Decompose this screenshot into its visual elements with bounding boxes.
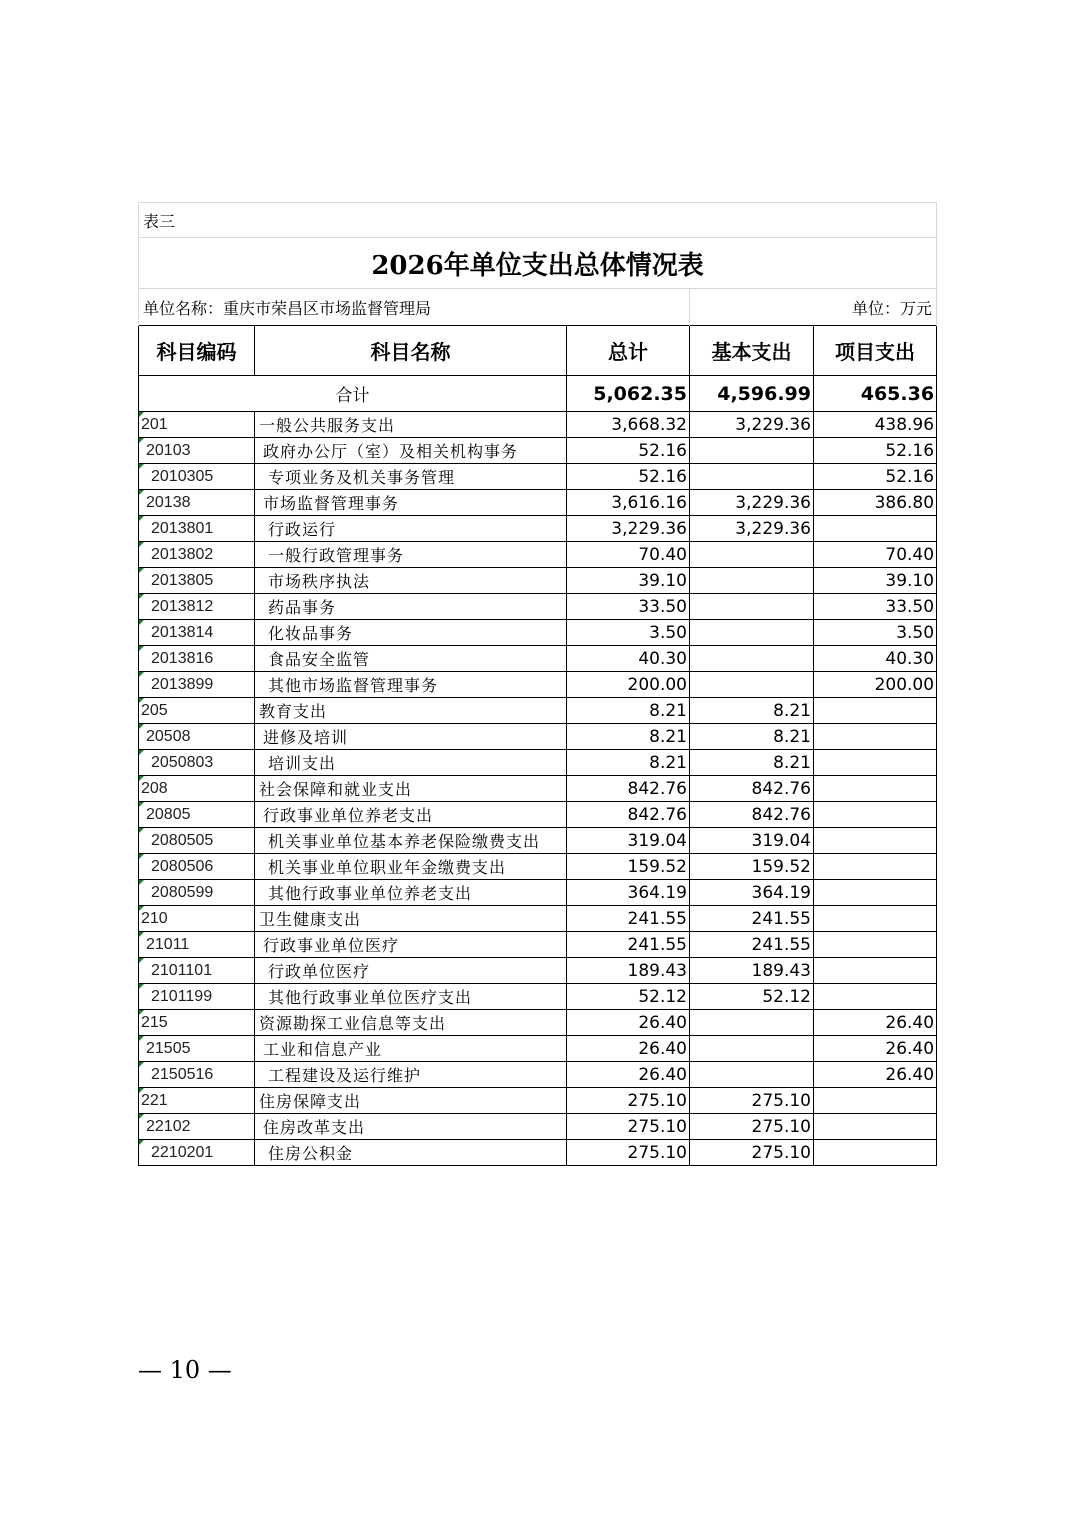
row-total: 70.40 — [567, 542, 690, 568]
row-project: 26.40 — [814, 1010, 937, 1036]
table-row — [139, 516, 937, 542]
table-row — [139, 750, 937, 776]
row-basic — [690, 464, 814, 490]
total-basic: 4,596.99 — [690, 376, 814, 412]
row-code: 22102 — [139, 1114, 255, 1140]
table-row — [139, 620, 937, 646]
table-row — [139, 724, 937, 750]
row-total: 52.12 — [567, 984, 690, 1010]
row-basic — [690, 542, 814, 568]
table-row — [139, 906, 937, 932]
row-name: 政府办公厅（室）及相关机构事务 — [255, 438, 567, 464]
row-basic: 842.76 — [690, 802, 814, 828]
header-project: 项目支出 — [814, 326, 937, 376]
row-code: 210 — [139, 906, 255, 932]
row-basic — [690, 1036, 814, 1062]
row-name: 教育支出 — [255, 698, 567, 724]
row-code: 2210201 — [139, 1140, 255, 1166]
row-code: 215 — [139, 1010, 255, 1036]
row-basic: 8.21 — [690, 698, 814, 724]
row-basic: 275.10 — [690, 1140, 814, 1166]
row-basic: 842.76 — [690, 776, 814, 802]
page-number: — 10 — — [138, 1356, 232, 1384]
row-project: 70.40 — [814, 542, 937, 568]
table-row — [139, 828, 937, 854]
row-name: 进修及培训 — [255, 724, 567, 750]
table-row — [139, 490, 937, 516]
row-project — [814, 880, 937, 906]
row-project: 52.16 — [814, 438, 937, 464]
row-basic: 8.21 — [690, 724, 814, 750]
row-project — [814, 516, 937, 542]
row-total: 200.00 — [567, 672, 690, 698]
row-basic — [690, 1062, 814, 1088]
table-row — [139, 568, 937, 594]
total-project: 465.36 — [814, 376, 937, 412]
table-label: 表三 — [139, 203, 937, 238]
row-project — [814, 698, 937, 724]
title-row — [139, 238, 937, 289]
row-basic: 241.55 — [690, 932, 814, 958]
row-name: 培训支出 — [255, 750, 567, 776]
table-row — [139, 880, 937, 906]
row-total: 842.76 — [567, 802, 690, 828]
row-code: 20138 — [139, 490, 255, 516]
table-row — [139, 646, 937, 672]
row-name: 资源勘探工业信息等支出 — [255, 1010, 567, 1036]
row-name: 卫生健康支出 — [255, 906, 567, 932]
row-name: 住房改革支出 — [255, 1114, 567, 1140]
table-row — [139, 984, 937, 1010]
row-code: 2101101 — [139, 958, 255, 984]
table-row — [139, 958, 937, 984]
header-name: 科目名称 — [255, 326, 567, 376]
expenditure-table — [138, 202, 937, 1166]
table-row — [139, 1036, 937, 1062]
row-total: 8.21 — [567, 698, 690, 724]
row-project: 3.50 — [814, 620, 937, 646]
row-total: 319.04 — [567, 828, 690, 854]
row-name: 机关事业单位职业年金缴费支出 — [255, 854, 567, 880]
row-basic — [690, 594, 814, 620]
table-row — [139, 412, 937, 438]
row-total: 40.30 — [567, 646, 690, 672]
row-basic: 52.12 — [690, 984, 814, 1010]
row-code: 2013816 — [139, 646, 255, 672]
row-name: 食品安全监管 — [255, 646, 567, 672]
row-basic: 241.55 — [690, 906, 814, 932]
row-basic: 319.04 — [690, 828, 814, 854]
row-name: 药品事务 — [255, 594, 567, 620]
header-total: 总计 — [567, 326, 690, 376]
row-total: 842.76 — [567, 776, 690, 802]
table-row — [139, 1062, 937, 1088]
row-total: 8.21 — [567, 750, 690, 776]
row-basic: 8.21 — [690, 750, 814, 776]
table-row — [139, 932, 937, 958]
row-total: 275.10 — [567, 1114, 690, 1140]
row-project: 386.80 — [814, 490, 937, 516]
table-row — [139, 698, 937, 724]
row-code: 2013899 — [139, 672, 255, 698]
total-sum: 5,062.35 — [567, 376, 690, 412]
row-total: 26.40 — [567, 1062, 690, 1088]
row-code: 2013812 — [139, 594, 255, 620]
unit-row — [139, 289, 937, 326]
row-project — [814, 1114, 937, 1140]
row-code: 2080506 — [139, 854, 255, 880]
row-name: 机关事业单位基本养老保险缴费支出 — [255, 828, 567, 854]
row-project — [814, 1140, 937, 1166]
row-code: 2013805 — [139, 568, 255, 594]
row-project: 52.16 — [814, 464, 937, 490]
row-name: 专项业务及机关事务管理 — [255, 464, 567, 490]
row-project — [814, 802, 937, 828]
row-name: 住房公积金 — [255, 1140, 567, 1166]
row-project: 40.30 — [814, 646, 937, 672]
row-project: 33.50 — [814, 594, 937, 620]
row-name: 一般公共服务支出 — [255, 412, 567, 438]
row-basic: 159.52 — [690, 854, 814, 880]
row-total: 52.16 — [567, 438, 690, 464]
row-project — [814, 958, 937, 984]
row-total: 3,616.16 — [567, 490, 690, 516]
row-code: 21011 — [139, 932, 255, 958]
table-row — [139, 776, 937, 802]
table-row — [139, 854, 937, 880]
row-total: 241.55 — [567, 906, 690, 932]
table-row — [139, 594, 937, 620]
row-name: 其他行政事业单位养老支出 — [255, 880, 567, 906]
row-name: 社会保障和就业支出 — [255, 776, 567, 802]
row-total: 189.43 — [567, 958, 690, 984]
row-basic: 275.10 — [690, 1114, 814, 1140]
row-code: 2010305 — [139, 464, 255, 490]
row-project — [814, 1088, 937, 1114]
row-project — [814, 932, 937, 958]
row-name: 市场监督管理事务 — [255, 490, 567, 516]
row-total: 3.50 — [567, 620, 690, 646]
row-total: 159.52 — [567, 854, 690, 880]
table-row — [139, 438, 937, 464]
row-code: 2013802 — [139, 542, 255, 568]
row-total: 8.21 — [567, 724, 690, 750]
table-row — [139, 542, 937, 568]
row-project: 438.96 — [814, 412, 937, 438]
row-code: 2150516 — [139, 1062, 255, 1088]
row-project — [814, 906, 937, 932]
table-row — [139, 1140, 937, 1166]
row-basic: 3,229.36 — [690, 490, 814, 516]
row-project — [814, 828, 937, 854]
row-project — [814, 854, 937, 880]
row-code: 2080599 — [139, 880, 255, 906]
row-total: 33.50 — [567, 594, 690, 620]
table-row — [139, 464, 937, 490]
row-total: 39.10 — [567, 568, 690, 594]
row-name: 住房保障支出 — [255, 1088, 567, 1114]
row-name: 行政事业单位医疗 — [255, 932, 567, 958]
row-code: 21505 — [139, 1036, 255, 1062]
row-project: 26.40 — [814, 1036, 937, 1062]
row-total: 275.10 — [567, 1140, 690, 1166]
row-basic: 3,229.36 — [690, 516, 814, 542]
row-name: 工业和信息产业 — [255, 1036, 567, 1062]
row-name: 市场秩序执法 — [255, 568, 567, 594]
row-code: 208 — [139, 776, 255, 802]
row-total: 275.10 — [567, 1088, 690, 1114]
row-total: 3,668.32 — [567, 412, 690, 438]
total-row — [139, 376, 937, 412]
row-total: 26.40 — [567, 1036, 690, 1062]
table-row — [139, 802, 937, 828]
table-row — [139, 1114, 937, 1140]
row-name: 行政运行 — [255, 516, 567, 542]
row-code: 2013814 — [139, 620, 255, 646]
table-row — [139, 1088, 937, 1114]
row-basic: 364.19 — [690, 880, 814, 906]
row-project — [814, 984, 937, 1010]
row-code: 20805 — [139, 802, 255, 828]
row-basic — [690, 672, 814, 698]
row-name: 行政单位医疗 — [255, 958, 567, 984]
row-basic: 3,229.36 — [690, 412, 814, 438]
row-code: 205 — [139, 698, 255, 724]
row-code: 2080505 — [139, 828, 255, 854]
row-basic — [690, 1010, 814, 1036]
row-project: 26.40 — [814, 1062, 937, 1088]
header-row — [139, 326, 937, 376]
row-name: 工程建设及运行维护 — [255, 1062, 567, 1088]
row-total: 3,229.36 — [567, 516, 690, 542]
row-code: 2013801 — [139, 516, 255, 542]
row-code: 2101199 — [139, 984, 255, 1010]
row-basic — [690, 646, 814, 672]
row-project: 39.10 — [814, 568, 937, 594]
row-basic — [690, 438, 814, 464]
row-basic — [690, 568, 814, 594]
header-code: 科目编码 — [139, 326, 255, 376]
row-total: 364.19 — [567, 880, 690, 906]
row-total: 241.55 — [567, 932, 690, 958]
row-code: 2050803 — [139, 750, 255, 776]
table-label-row — [139, 203, 937, 238]
row-name: 行政事业单位养老支出 — [255, 802, 567, 828]
row-code: 20508 — [139, 724, 255, 750]
row-code: 201 — [139, 412, 255, 438]
unit-measure: 单位：万元 — [690, 289, 937, 326]
table-row — [139, 672, 937, 698]
row-project — [814, 750, 937, 776]
row-total: 26.40 — [567, 1010, 690, 1036]
row-name: 一般行政管理事务 — [255, 542, 567, 568]
total-label: 合计 — [139, 376, 567, 412]
header-basic: 基本支出 — [690, 326, 814, 376]
row-name: 化妆品事务 — [255, 620, 567, 646]
budget-table-sheet — [138, 202, 936, 1166]
row-total: 52.16 — [567, 464, 690, 490]
row-project — [814, 724, 937, 750]
row-basic: 189.43 — [690, 958, 814, 984]
table-title: 2026年单位支出总体情况表 — [139, 238, 937, 289]
row-basic: 275.10 — [690, 1088, 814, 1114]
row-code: 221 — [139, 1088, 255, 1114]
row-name: 其他市场监督管理事务 — [255, 672, 567, 698]
row-basic — [690, 620, 814, 646]
row-code: 20103 — [139, 438, 255, 464]
unit-name: 单位名称：重庆市荣昌区市场监督管理局 — [139, 289, 690, 326]
row-project — [814, 776, 937, 802]
table-row — [139, 1010, 937, 1036]
row-project: 200.00 — [814, 672, 937, 698]
row-name: 其他行政事业单位医疗支出 — [255, 984, 567, 1010]
